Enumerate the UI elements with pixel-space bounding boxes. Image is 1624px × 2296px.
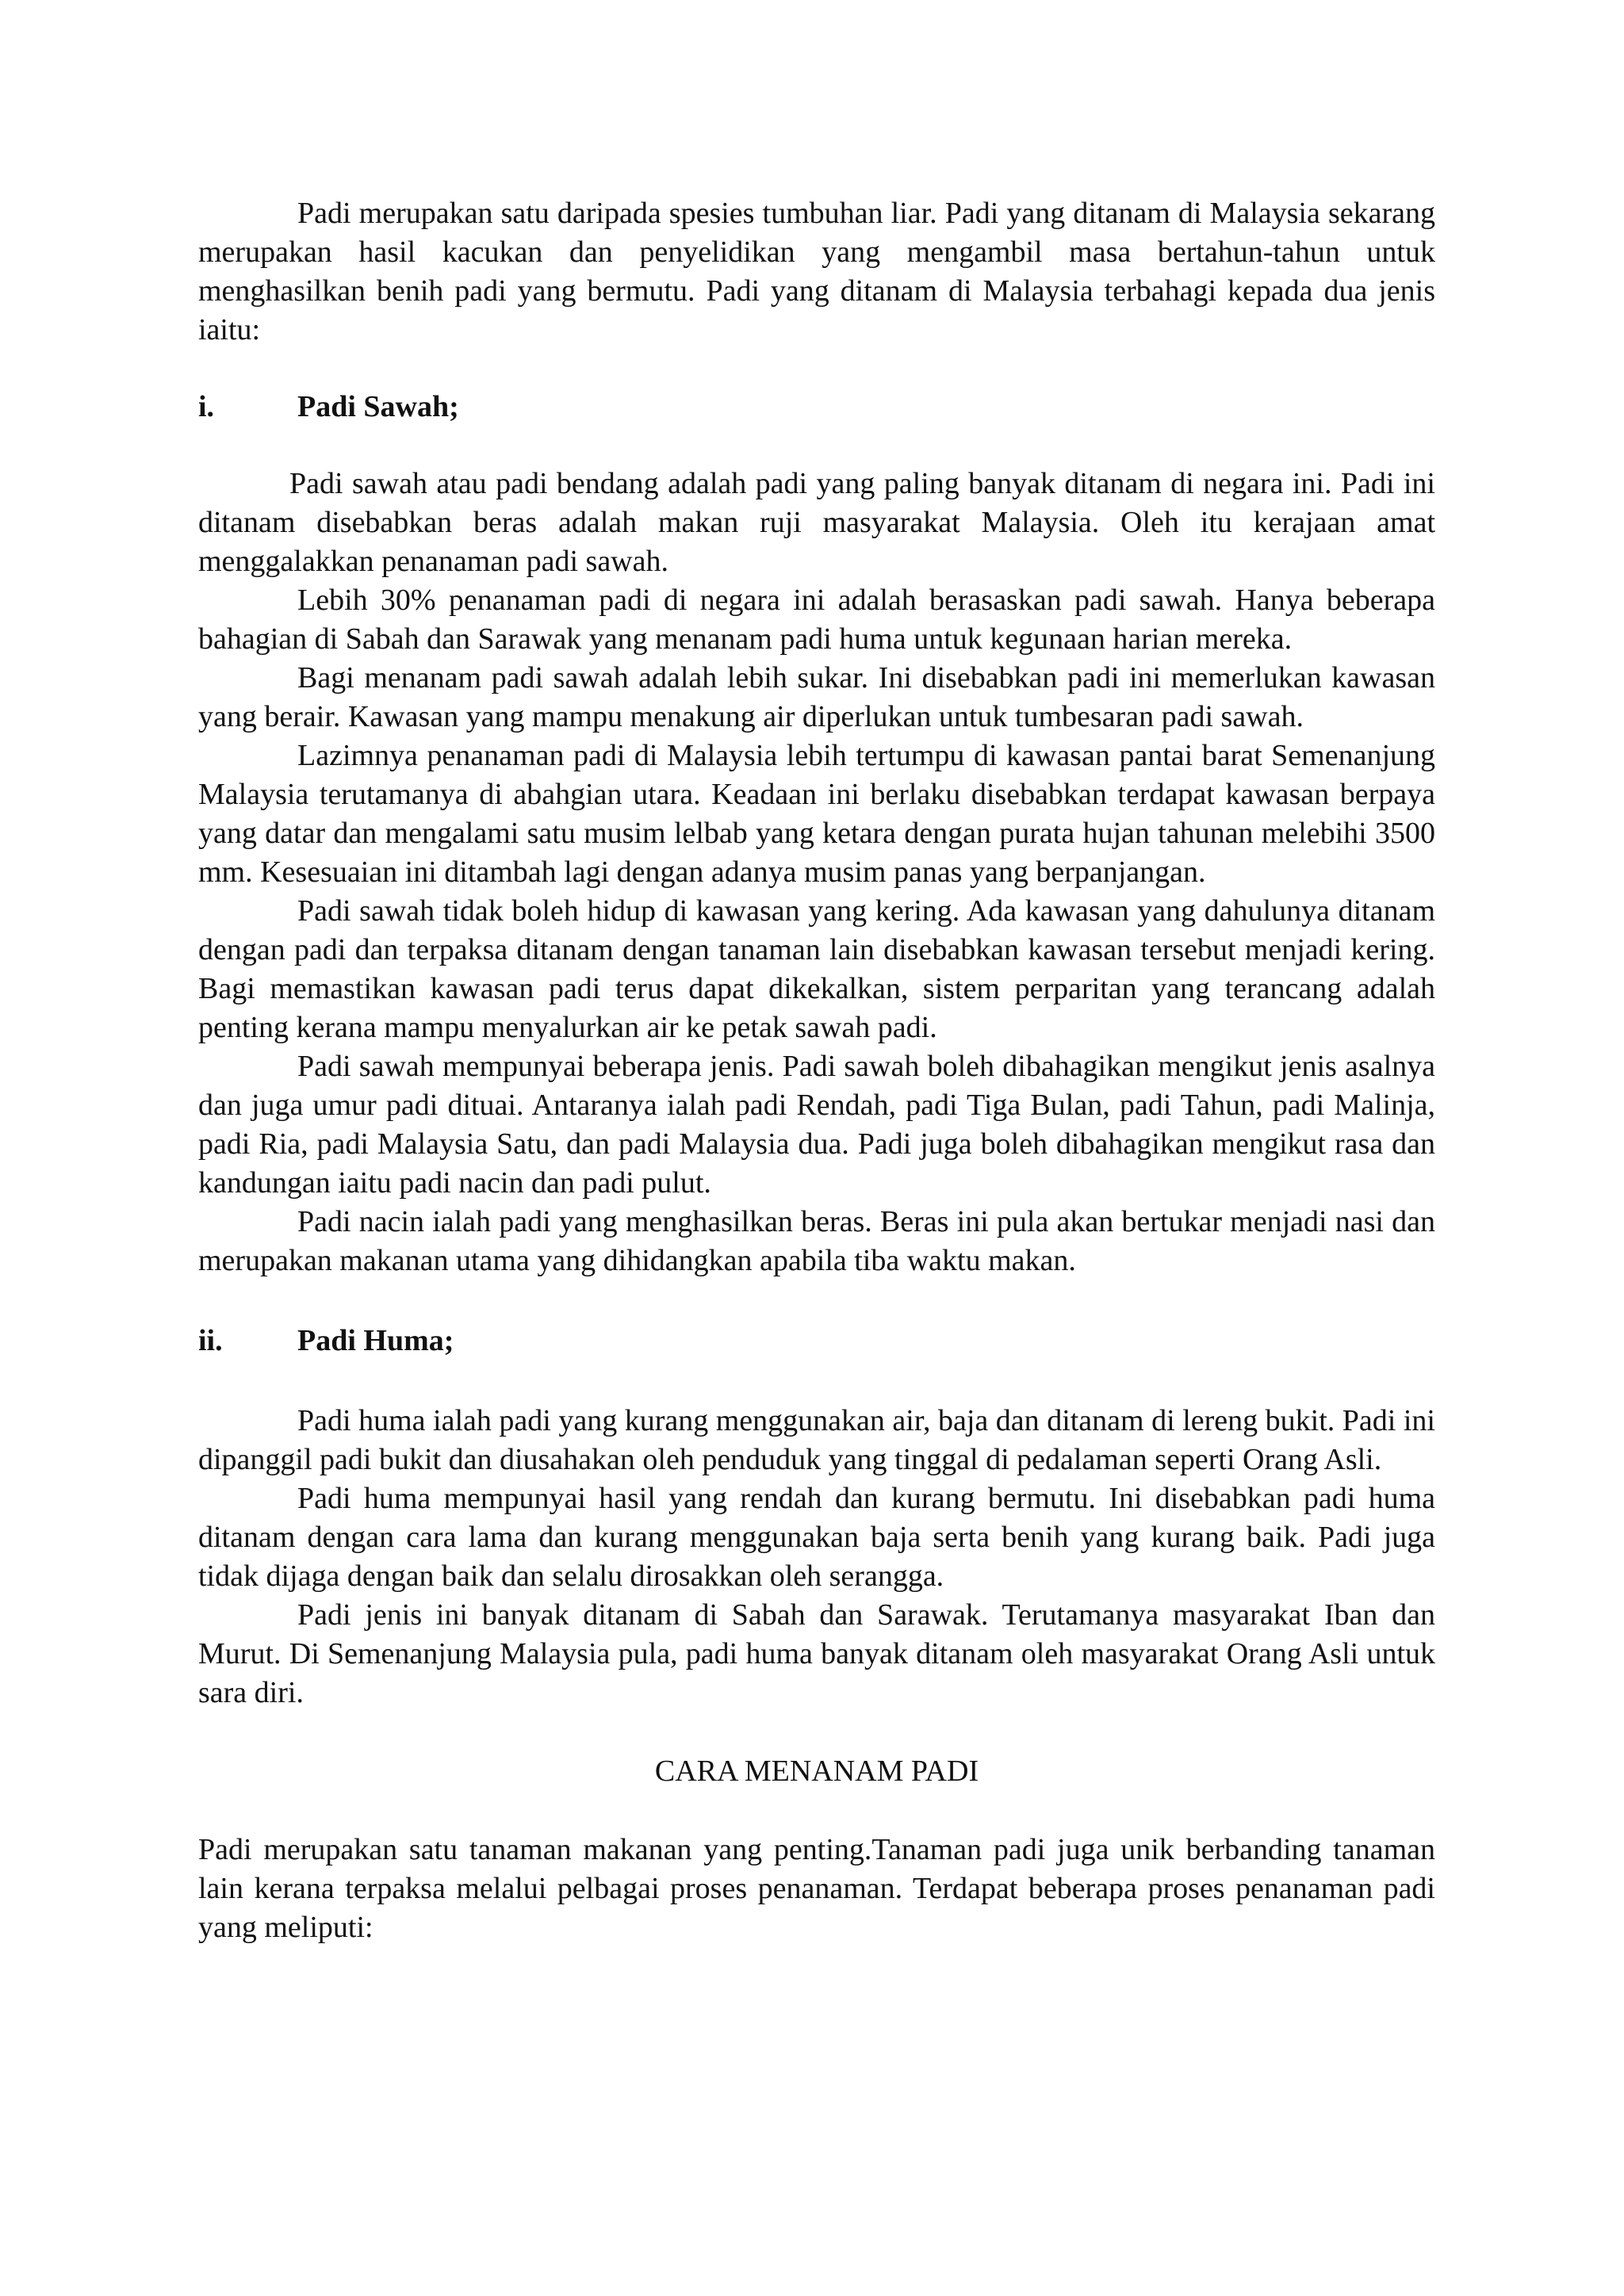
padi-sawah-paragraph: Bagi menanam padi sawah adalah lebih sukar. Ini disebabkan padi ini memerlukan kawasan yang berair. Kawasan yang mampu menakung air diperlukan untuk tumbesaran padi sawah. [198, 661, 1435, 733]
padi-huma-paragraph: Padi jenis ini banyak ditanam di Sabah dan Sarawak. Terutamanya masyarakat Iban dan Murut. Di Semenanjung Malaysia pula, padi huma banyak ditanam oleh masyarakat Orang Asli untuk sara diri. [198, 1598, 1435, 1709]
padi-huma-paragraph: Padi huma ialah padi yang kurang menggunakan air, baja dan ditanam di lereng bukit. Padi ini dipanggil padi bukit dan diusahakan oleh penduduk yang tinggal di pedalaman seperti Orang Asli. [198, 1404, 1435, 1476]
padi-huma-paragraph: Padi huma mempunyai hasil yang rendah dan kurang bermutu. Ini disebabkan padi huma ditanam dengan cara lama dan kurang menggunakan baja serta benih yang kurang baik. Padi juga tidak dijaga dengan baik dan selalu dirosakkan oleh serangga. [198, 1482, 1435, 1593]
cara-menanam-padi-heading: CARA MENANAM PADI [654, 1755, 979, 1788]
document-body [198, 194, 1435, 1947]
padi-sawah-paragraph: Padi sawah atau padi bendang adalah padi yang paling banyak ditanam di negara ini. Padi ini ditanam disebabkan beras adalah makan ruji masyarakat Malaysia. Oleh itu kerajaan amat menggalakkan penanaman padi sawah. [198, 467, 1435, 578]
section-number: i. [198, 390, 215, 423]
padi-sawah-paragraph: Padi nacin ialah padi yang menghasilkan beras. Beras ini pula akan bertukar menjadi nasi dan merupakan makanan utama yang dihidangkan apabila tiba waktu makan. [198, 1205, 1435, 1277]
section-heading-padi-huma [198, 1322, 1435, 1360]
section-heading-padi-sawah [198, 388, 1435, 427]
cara-menanam-paragraph: Padi merupakan satu tanaman makanan yang penting.Tanaman padi juga unik berbanding tanaman lain kerana terpaksa melalui pelbagai proses penanaman. Terdapat beberapa proses penanaman padi yang meliputi: [198, 1833, 1435, 1944]
section-title: Padi Sawah; [297, 390, 459, 423]
section-number: ii. [198, 1324, 223, 1357]
padi-sawah-paragraph: Padi sawah tidak boleh hidup di kawasan yang kering. Ada kawasan yang dahulunya ditanam dengan padi dan terpaksa ditanam dengan tanaman lain disebabkan kawasan tersebut menjadi kering. Bagi memastikan kawasan padi terus dapat dikekalkan, sistem perparitan yang terancang adalah penting kerana mampu menyalurkan air ke petak sawah padi. [198, 894, 1435, 1044]
section-title: Padi Huma; [297, 1324, 454, 1357]
padi-sawah-paragraph: Lebih 30% penanaman padi di negara ini adalah berasaskan padi sawah. Hanya beberapa bahagian di Sabah dan Sarawak yang menanam padi huma untuk kegunaan harian mereka. [198, 584, 1435, 656]
padi-sawah-paragraph: Padi sawah mempunyai beberapa jenis. Padi sawah boleh dibahagikan mengikut jenis asalnya dan juga umur padi dituai. Antaranya ialah padi Rendah, padi Tiga Bulan, padi Tahun, padi Malinja, padi Ria, padi Malaysia Satu, dan padi Malaysia dua. Padi juga boleh dibahagikan mengikut rasa dan kandungan iaitu padi nacin dan padi pulut. [198, 1050, 1435, 1200]
padi-sawah-paragraph: Lazimnya penanaman padi di Malaysia lebih tertumpu di kawasan pantai barat Semenanjung Malaysia terutamanya di abahgian utara. Keadaan ini berlaku disebabkan terdapat kawasan berpaya yang datar dan mengalami satu musim lelbab yang ketara dengan purata hujan tahunan melebihi 3500 mm. Kesesuaian ini ditambah lagi dengan adanya musim panas yang berpanjangan. [198, 739, 1435, 889]
intro-paragraph: Padi merupakan satu daripada spesies tumbuhan liar. Padi yang ditanam di Malaysia sekarang merupakan hasil kacukan dan penyelidikan yang mengambil masa bertahun-tahun untuk menghasilkan benih padi yang bermutu. Padi yang ditanam di Malaysia terbahagi kepada dua jenis iaitu: [198, 197, 1435, 346]
